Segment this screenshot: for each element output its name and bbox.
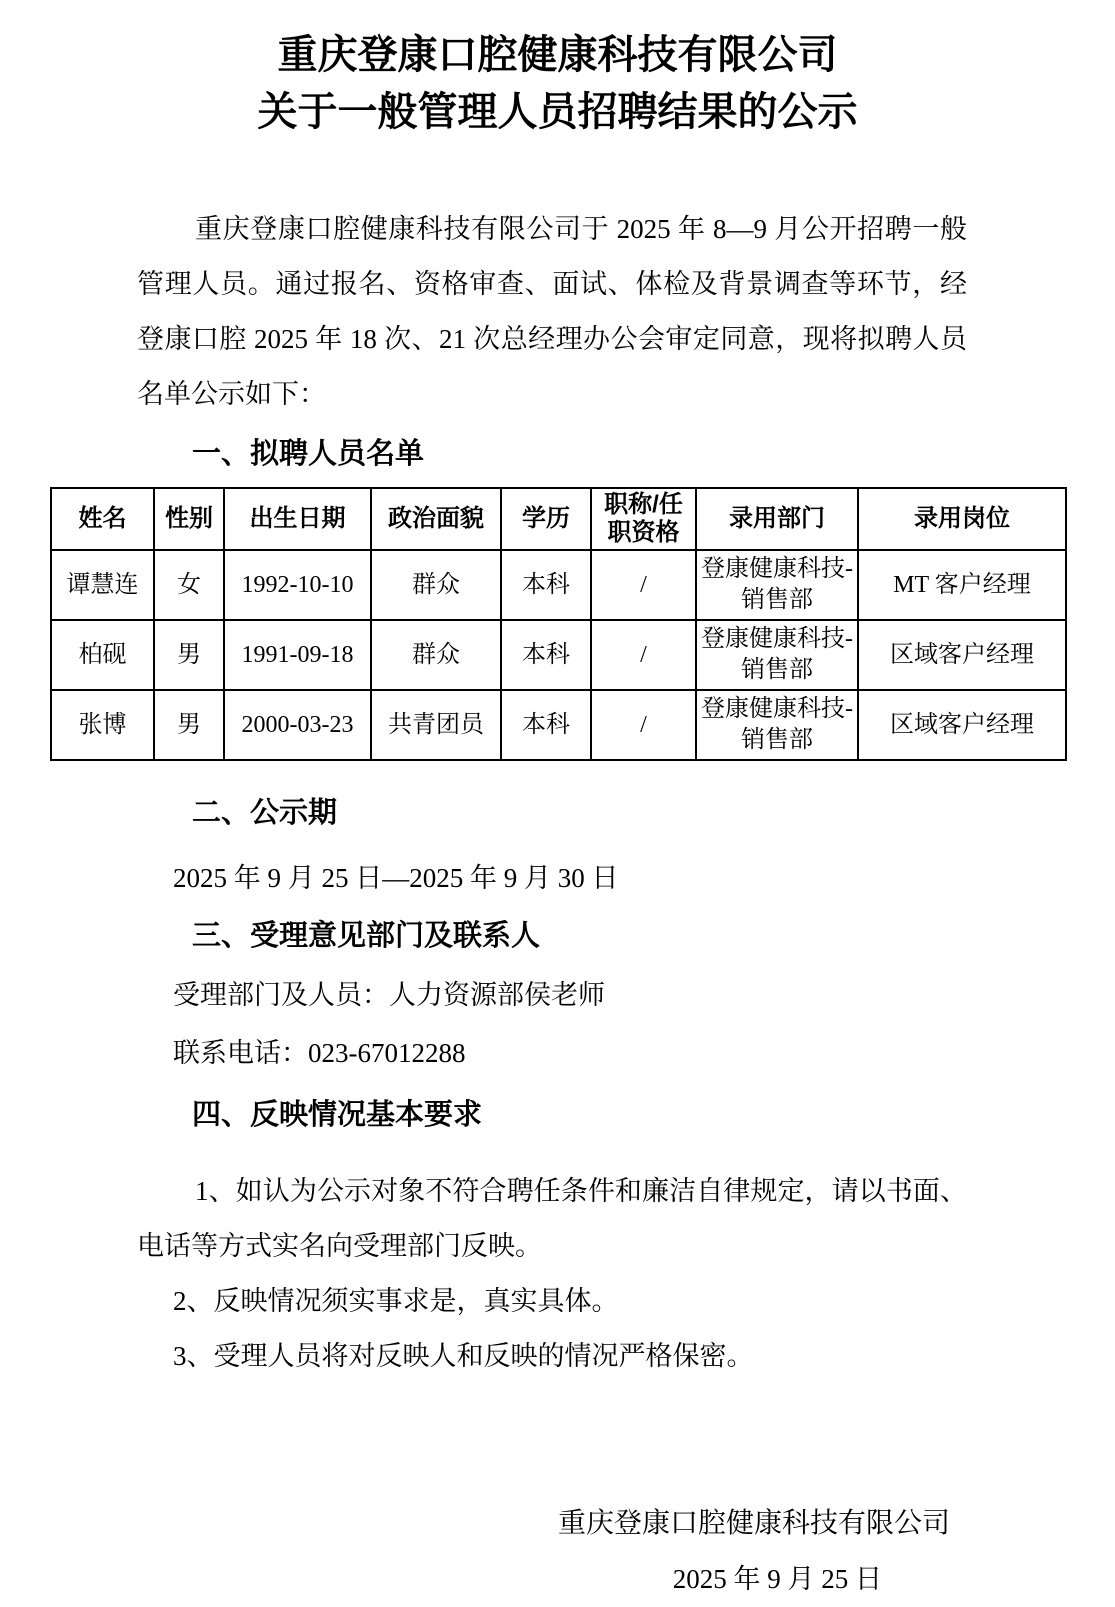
section-4-heading: 四、反映情况基本要求 (192, 1099, 483, 1131)
cell-department: 登康健康科技-销售部 (696, 550, 858, 620)
table-header-row (51, 488, 1066, 550)
cell-name: 柏砚 (51, 620, 154, 690)
col-header-political-status: 政治面貌 (371, 488, 501, 550)
cell-qualification: / (591, 690, 696, 760)
cell-birthdate: 1991-09-18 (224, 620, 371, 690)
title-line-2: 关于一般管理人员招聘结果的公示 (257, 89, 858, 134)
cell-position: 区域客户经理 (858, 620, 1066, 690)
cell-gender: 男 (154, 690, 224, 760)
cell-education: 本科 (501, 620, 591, 690)
cell-political-status: 群众 (371, 550, 501, 620)
col-header-position: 录用岗位 (858, 488, 1066, 550)
cell-department: 登康健康科技-销售部 (696, 620, 858, 690)
requirement-item-3: 3、受理人员将对反映人和反映的情况严格保密。 (173, 1341, 754, 1371)
cell-qualification: / (591, 620, 696, 690)
document-title (0, 0, 1115, 140)
accepting-department: 受理部门及人员：人力资源部侯老师 (173, 980, 605, 1010)
cell-name: 谭慧连 (51, 550, 154, 620)
section-1-heading: 一、拟聘人员名单 (192, 438, 425, 470)
cell-gender: 女 (154, 550, 224, 620)
table-row (51, 690, 1066, 760)
requirement-item-2: 2、反映情况须实事求是，真实具体。 (173, 1286, 619, 1316)
cell-birthdate: 2000-03-23 (224, 690, 371, 760)
section-3-heading: 三、受理意见部门及联系人 (192, 920, 541, 952)
cell-department: 登康健康科技-销售部 (696, 690, 858, 760)
cell-education: 本科 (501, 690, 591, 760)
table-row (51, 620, 1066, 690)
cell-position: 区域客户经理 (858, 690, 1066, 760)
cell-name: 张博 (51, 690, 154, 760)
title-line-1: 重庆登康口腔健康科技有限公司 (277, 32, 838, 77)
cell-gender: 男 (154, 620, 224, 690)
cell-political-status: 群众 (371, 620, 501, 690)
col-header-education: 学历 (501, 488, 591, 550)
signature-date: 2025 年 9 月 25 日 (672, 1564, 882, 1594)
table-row (51, 550, 1066, 620)
cell-education: 本科 (501, 550, 591, 620)
cell-qualification: / (591, 550, 696, 620)
cell-birthdate: 1992-10-10 (224, 550, 371, 620)
cell-position: MT 客户经理 (858, 550, 1066, 620)
col-header-qualification: 职称/任职资格 (591, 488, 696, 550)
publicity-period: 2025 年 9 月 25 日—2025 年 9 月 30 日 (173, 863, 619, 893)
section-2-heading: 二、公示期 (192, 797, 338, 829)
col-header-birthdate: 出生日期 (224, 488, 371, 550)
signature-company: 重庆登康口腔健康科技有限公司 (557, 1508, 950, 1539)
contact-phone: 联系电话：023-67012288 (173, 1038, 466, 1068)
col-header-department: 录用部门 (696, 488, 858, 550)
requirement-item-1: 1、如认为公示对象不符合聘任条件和廉洁自律规定，请以书面、电话等方式实名向受理部门反映。 (137, 1176, 967, 1261)
candidates-table (50, 487, 1067, 761)
col-header-gender: 性别 (154, 488, 224, 550)
cell-political-status: 共青团员 (371, 690, 501, 760)
intro-paragraph: 重庆登康口腔健康科技有限公司于 2025 年 8—9 月公开招聘一般管理人员。通过报名、资格审查、面试、体检及背景调查等环节，经登康口腔 2025 年 18 次、21 次总经理办公会审定同意，现将拟聘人员名单公示如下： (137, 214, 967, 409)
col-header-name: 姓名 (51, 488, 154, 550)
